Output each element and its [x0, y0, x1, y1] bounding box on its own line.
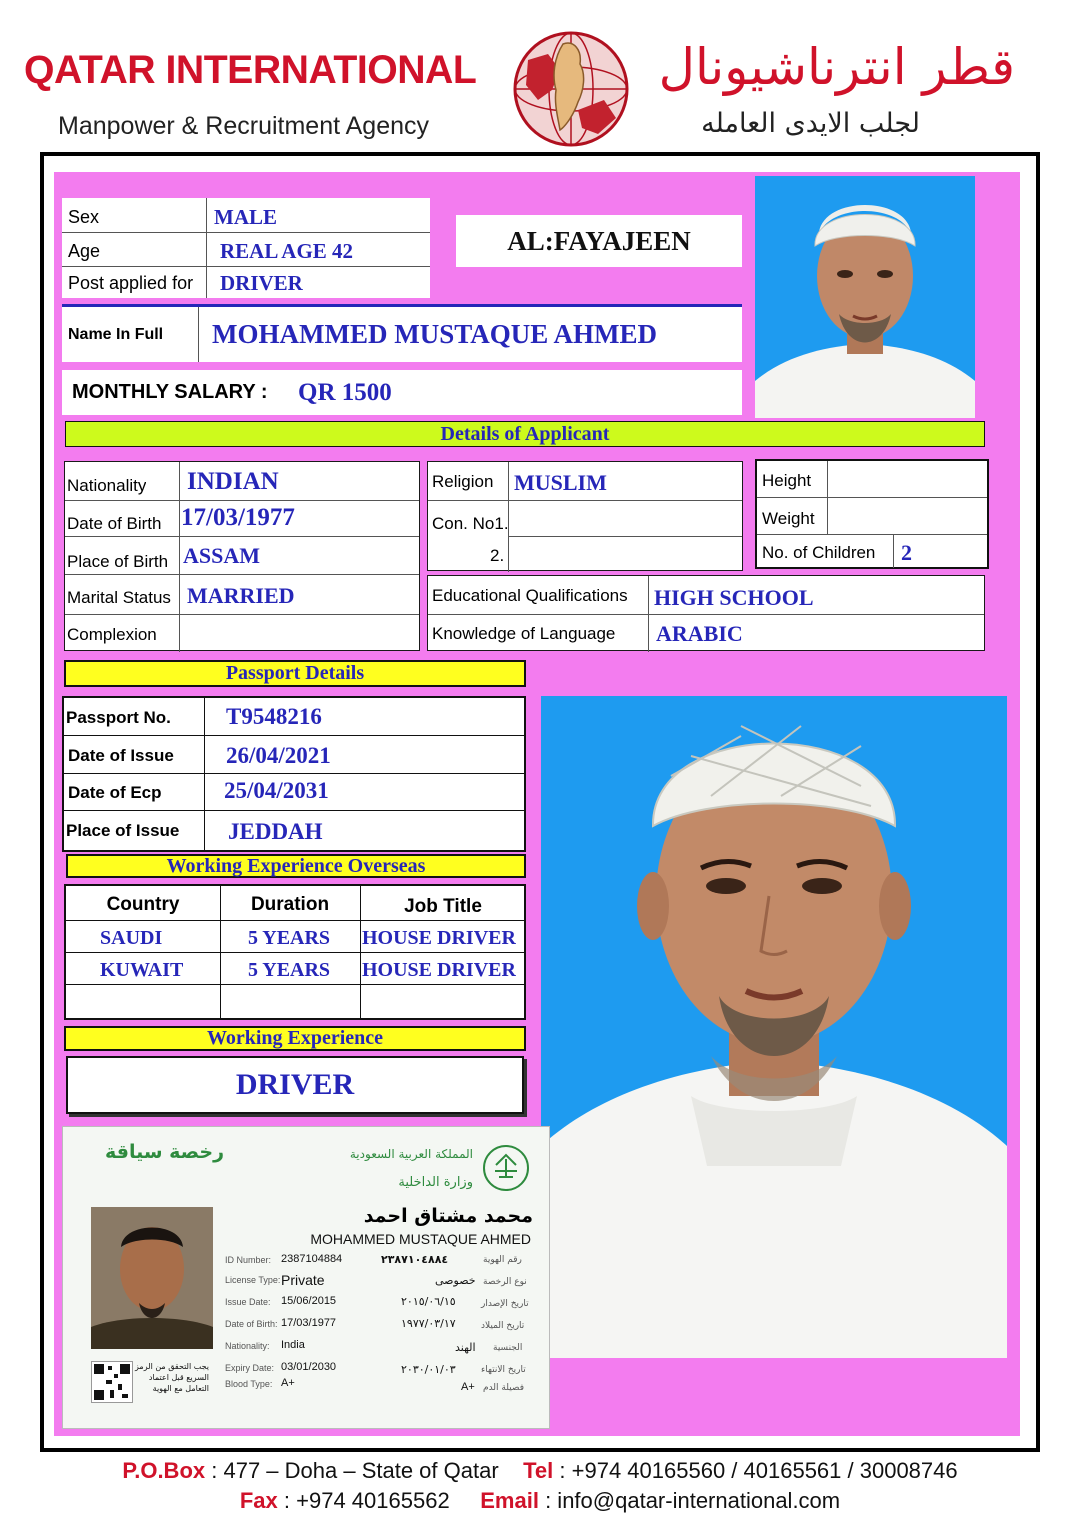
details-of-applicant-header: Details of Applicant — [65, 421, 985, 447]
complexion-label: Complexion — [67, 625, 157, 644]
nationality-label: Nationality — [67, 476, 147, 495]
working-experience-box — [66, 1056, 524, 1114]
marital-status-value: MARRIED — [187, 583, 295, 608]
overseas-experience-table — [64, 884, 526, 1020]
license-issue-value: 15/06/2015 — [281, 1295, 337, 1307]
license-photo — [91, 1207, 213, 1349]
license-issue-label-arabic: تاريخ الإصدار — [481, 1299, 529, 1309]
education-label: Educational Qualifications — [432, 586, 628, 605]
pob-label: Place of Birth — [67, 552, 169, 571]
salary-value: QR 1500 — [298, 378, 392, 406]
license-qr-code — [91, 1361, 133, 1403]
passport-number-value: T9548216 — [226, 703, 322, 729]
pobox-label: P.O.Box — [122, 1458, 206, 1483]
overseas-row-1-duration: 5 YEARS — [248, 926, 331, 949]
sex-value: MALE — [214, 204, 277, 229]
sex-label: Sex — [68, 206, 100, 227]
footer-line-1 — [0, 1458, 1080, 1484]
license-id-value: 2387104884 — [281, 1253, 343, 1265]
agency-code: AL:FAYAJEEN — [507, 225, 691, 256]
nationality-value: INDIAN — [187, 468, 279, 495]
license-dob-label: Date of Birth: — [225, 1319, 278, 1329]
salary-box — [62, 370, 742, 415]
passport-issue-label: Date of Issue — [68, 745, 174, 765]
email-label: Email — [480, 1488, 539, 1513]
license-id-value-arabic: ٢٣٨٧١٠٤٨٨٤ — [381, 1253, 449, 1266]
license-expiry-label: Expiry Date: — [225, 1363, 275, 1373]
full-name-box — [62, 304, 742, 362]
license-blood-value: A+ — [281, 1377, 295, 1389]
license-dob-label-arabic: تاريخ الميلاد — [481, 1321, 525, 1331]
footer-line-2 — [0, 1488, 1080, 1514]
education-language-table — [427, 575, 985, 651]
license-expiry-value-arabic: ٢٠٣٠/٠١/٠٣ — [401, 1363, 456, 1376]
overseas-col-country: Country — [106, 894, 180, 915]
post-applied-value: DRIVER — [220, 270, 303, 295]
religion-value: MUSLIM — [514, 470, 607, 495]
education-value: HIGH SCHOOL — [654, 585, 814, 610]
license-name-english: MOHAMMED MUSTAQUE AHMED — [310, 1231, 531, 1247]
license-nationality-value-arabic: الهند — [455, 1341, 476, 1354]
company-name-arabic: قطر انترناشيونال — [658, 38, 1015, 96]
passport-place-value: JEDDAH — [228, 819, 323, 844]
pob-value: ASSAM — [183, 543, 261, 568]
email-value[interactable]: : info@qatar-international.com — [545, 1488, 841, 1513]
company-name: QATAR INTERNATIONAL — [24, 48, 477, 92]
passport-issue-value: 26/04/2021 — [226, 742, 331, 768]
license-name-arabic: محمد مشتاق احمد — [363, 1205, 533, 1227]
license-blood-value-arabic: A+ — [461, 1381, 475, 1393]
salary-label: MONTHLY SALARY : — [72, 381, 268, 403]
basic-info-box — [62, 198, 430, 298]
overseas-experience-header: Working Experience Overseas — [66, 854, 526, 878]
post-applied-label: Post applied for — [68, 272, 194, 293]
fax-label: Fax — [239, 1488, 278, 1513]
applicant-photo-large — [541, 696, 1007, 1358]
overseas-row-2-job: HOUSE DRIVER — [362, 958, 516, 981]
working-experience-value: DRIVER — [235, 1068, 355, 1101]
overseas-col-job-title: Job Title — [404, 896, 482, 917]
weight-label: Weight — [762, 509, 815, 528]
license-nationality-label-arabic: الجنسية — [493, 1343, 523, 1353]
passport-details-header: Passport Details — [64, 660, 526, 687]
license-blood-label: Blood Type: — [225, 1379, 273, 1389]
license-title-arabic: رخصة سياقة — [105, 1141, 225, 1163]
company-subtitle: Manpower & Recruitment Agency — [58, 112, 430, 140]
company-subtitle-arabic: لجلب الايدى العامله — [701, 108, 920, 139]
height-label: Height — [762, 471, 812, 490]
license-ministry-arabic: وزارة الداخلية — [398, 1175, 473, 1190]
license-nationality-label: Nationality: — [225, 1341, 270, 1351]
license-expiry-label-arabic: تاريخ الانتهاء — [481, 1365, 526, 1375]
full-name-value: MOHAMMED MUSTAQUE AHMED — [212, 319, 657, 349]
saudi-emblem-icon — [481, 1143, 531, 1193]
passport-place-label: Place of Issue — [66, 821, 180, 840]
license-id-label: ID Number: — [225, 1255, 272, 1265]
personal-details-table — [64, 461, 420, 651]
license-type-value: Private — [281, 1272, 325, 1288]
applicant-photo-small — [755, 176, 975, 418]
contact-2-label: 2. — [490, 546, 505, 565]
passport-expiry-label: Date of Ecp — [68, 783, 162, 802]
passport-number-label: Passport No. — [66, 707, 171, 727]
tel-label: Tel — [523, 1458, 554, 1483]
dob-value: 17/03/1977 — [181, 504, 295, 531]
pobox-value: : 477 – Doha – State of Qatar — [211, 1458, 499, 1483]
license-nationality-value: India — [281, 1339, 305, 1351]
fax-value: : +974 40165562 — [283, 1488, 450, 1513]
religion-contact-table — [427, 461, 743, 571]
children-label: No. of Children — [762, 543, 876, 562]
license-type-value-arabic: خصوصى — [435, 1274, 476, 1287]
license-type-label: License Type: — [225, 1275, 281, 1285]
passport-details-table — [62, 696, 526, 852]
physical-details-table — [755, 459, 989, 569]
license-issue-value-arabic: ٢٠١٥/٠٦/١٥ — [401, 1295, 456, 1308]
working-experience-header: Working Experience — [64, 1026, 526, 1051]
license-blood-label-arabic: فصيلة الدم — [483, 1383, 525, 1393]
marital-status-label: Marital Status — [67, 588, 171, 607]
license-issue-label: Issue Date: — [225, 1297, 271, 1307]
agency-code-box — [456, 215, 742, 267]
passport-expiry-value: 25/04/2031 — [224, 778, 329, 803]
license-dob-value: 17/03/1977 — [281, 1317, 337, 1329]
license-dob-value-arabic: ١٩٧٧/٠٣/١٧ — [401, 1317, 456, 1330]
company-globe-logo — [508, 30, 634, 148]
overseas-row-2-duration: 5 YEARS — [248, 958, 331, 981]
dob-label: Date of Birth — [67, 514, 162, 533]
age-label: Age — [68, 240, 101, 261]
license-id-label-arabic: رقم الهوية — [483, 1255, 522, 1265]
license-expiry-value: 03/01/2030 — [281, 1361, 337, 1373]
religion-label: Religion — [432, 472, 494, 491]
children-value: 2 — [901, 540, 912, 565]
license-qr-note-arabic: يجب التحقق من الرمز السريع قبل اعتماد التعامل مع الهوية — [135, 1362, 209, 1393]
license-kingdom-arabic: المملكة العربية السعودية — [349, 1147, 473, 1161]
driving-license-card — [62, 1126, 550, 1429]
overseas-row-2-country: KUWAIT — [100, 958, 184, 981]
overseas-row-1-country: SAUDI — [100, 926, 163, 949]
contact-1-label: Con. No1. — [432, 514, 509, 533]
tel-value: : +974 40165560 / 40165561 / 30008746 — [559, 1458, 958, 1483]
overseas-row-1-job: HOUSE DRIVER — [362, 926, 516, 949]
age-value: REAL AGE 42 — [220, 238, 354, 263]
overseas-col-duration: Duration — [250, 894, 330, 915]
full-name-label: Name In Full — [68, 325, 164, 343]
language-label: Knowledge of Language — [432, 624, 616, 643]
license-type-label-arabic: نوع الرخصة — [483, 1277, 527, 1287]
language-value: ARABIC — [656, 621, 743, 646]
